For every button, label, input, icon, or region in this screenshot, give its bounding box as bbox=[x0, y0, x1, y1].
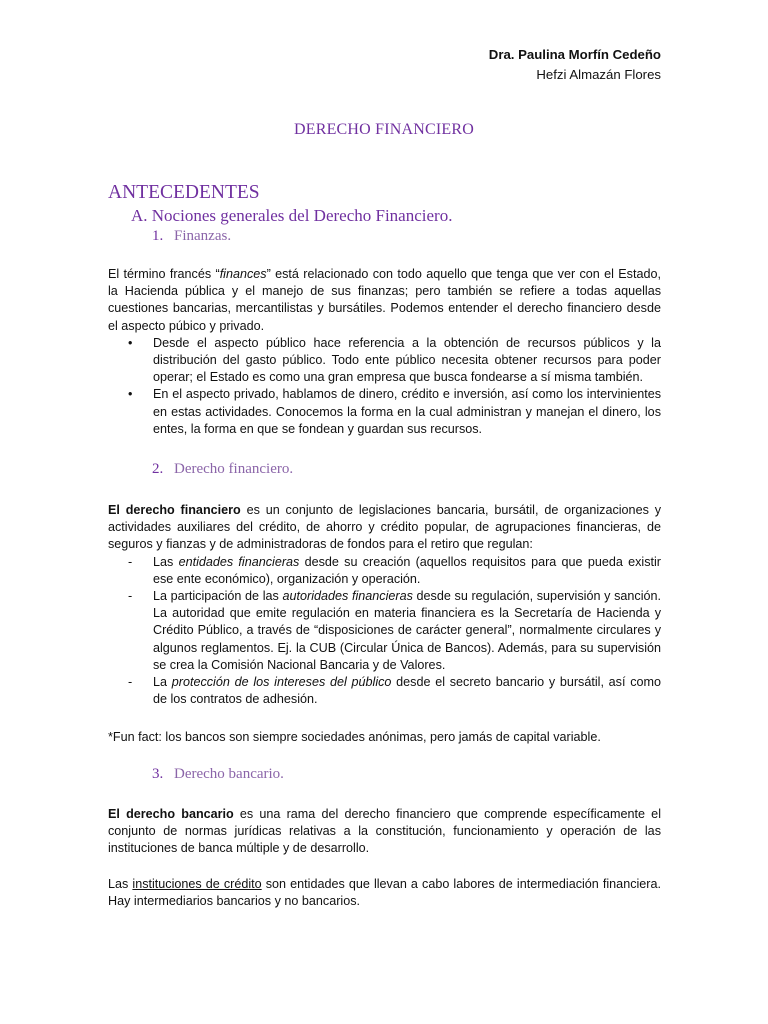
text-run: desde el secreto bancario y bursátil, así como de los contratos de adhesión. bbox=[153, 675, 661, 707]
instituciones-credito-paragraph bbox=[108, 876, 661, 910]
emphasis-text: finances bbox=[219, 267, 267, 281]
list-item bbox=[108, 554, 661, 588]
finanzas-section bbox=[108, 266, 661, 438]
text-run: La bbox=[153, 675, 172, 690]
heading-derecho-financiero bbox=[152, 461, 293, 478]
document-title: DERECHO FINANCIERO bbox=[293, 121, 475, 138]
heading-text: Derecho financiero. bbox=[174, 461, 294, 477]
text-run: Las bbox=[108, 877, 133, 891]
finanzas-paragraph bbox=[108, 266, 661, 335]
text-run: Las bbox=[153, 554, 179, 569]
section-heading-antecedentes: ANTECEDENTES bbox=[108, 182, 260, 203]
derecho-financiero-paragraph bbox=[108, 502, 661, 554]
list-item bbox=[108, 335, 661, 387]
emphasis-text: autoridades financieras bbox=[282, 589, 413, 604]
list-item bbox=[108, 674, 661, 708]
finanzas-bullet-list bbox=[108, 335, 661, 438]
subsection-heading-nociones: A. Nociones generales del Derecho Financiero. bbox=[131, 206, 453, 225]
list-item bbox=[108, 588, 661, 674]
author-secondary: Hefzi Almazán Flores bbox=[536, 67, 661, 82]
text-run: La participación de las bbox=[153, 589, 283, 604]
heading-finanzas bbox=[152, 228, 231, 245]
dash-marker: - bbox=[128, 554, 133, 569]
heading-text: Derecho bancario. bbox=[174, 766, 284, 782]
author-primary: Dra. Paulina Morfín Cedeño bbox=[488, 47, 661, 62]
emphasis-text: entidades financieras bbox=[178, 554, 300, 569]
list-item bbox=[108, 386, 661, 438]
text-run: son entidades que llevan a cabo labores de intermediación financiera. Hay intermediarios bancarios y no bancarios. bbox=[108, 877, 661, 909]
bullet-marker: • bbox=[128, 335, 133, 350]
list-item-text: En el aspecto privado, hablamos de dinero, crédito e inversión, así como los intervinientes en estas actividades. Conocemos la forma en la cual administran y manejan el dinero, los entes, la forma en que se fondean y guardan sus recursos. bbox=[153, 387, 661, 436]
heading-number: 2. bbox=[152, 461, 164, 477]
fun-fact-note: *Fun fact: los bancos son siempre sociedades anónimas, pero jamás de capital variable. bbox=[108, 730, 601, 744]
text-run: El término francés “ bbox=[108, 267, 220, 281]
text-run: es un conjunto de legislaciones bancaria, bursátil, de organizaciones y actividades auxiliares del crédito, de ahorro y crédito popular, de agrupaciones financieras, de seguros y fianzas y de administradoras de fondos para el retiro que regulan: bbox=[108, 503, 661, 552]
derecho-financiero-dash-list bbox=[108, 554, 661, 709]
derecho-bancario-paragraph bbox=[108, 806, 661, 858]
bold-term: El derecho bancario bbox=[108, 807, 234, 821]
bullet-marker: • bbox=[128, 387, 133, 402]
underlined-term: instituciones de crédito bbox=[132, 877, 262, 891]
text-run: desde su regulación, supervisión y sanción. La autoridad que emite regulación en materia financiera es la Secretaría de Hacienda y Crédito Público, a través de “disposiciones de carácter general”, normalmente circulares y algunos reglamentos. Ej. la CUB (Circular Única de Bancos). Además, para su supervisión se crea la Comisión Nacional Bancaria y de Valores. bbox=[153, 589, 661, 672]
text-run: es una rama del derecho financiero que comprende específicamente el conjunto de normas jurídicas relativas a la constitución, funcionamiento y operación de las instituciones de banca múltiple y de desarrollo. bbox=[108, 807, 661, 856]
dash-marker: - bbox=[128, 589, 133, 604]
heading-text: Finanzas. bbox=[174, 228, 232, 244]
emphasis-text: protección de los intereses del público bbox=[171, 675, 392, 690]
bold-term: El derecho financiero bbox=[108, 503, 241, 517]
heading-number: 3. bbox=[152, 766, 164, 782]
author-block bbox=[489, 45, 661, 85]
heading-derecho-bancario bbox=[152, 766, 284, 783]
derecho-financiero-section bbox=[108, 502, 661, 708]
heading-number: 1. bbox=[152, 228, 164, 244]
list-item-text: Desde el aspecto público hace referencia a la obtención de recursos públicos y la distribución del gasto público. Todo ente público necesita obtener recursos para poder operar; el Estado es como una gran empresa que busca fondearse a sí misma también. bbox=[153, 335, 661, 385]
text-run: desde su creación (aquellos requisitos para que pueda existir ese ente económico), organización y operación. bbox=[153, 554, 661, 586]
text-run: ” está relacionado con todo aquello que tenga que ver con el Estado, la Hacienda pública y el manejo de sus finanzas; pero también se refiere a todas aquellas cuestiones bancarias, mercantilistas y bursátiles. Podemos entender el derecho financiero desde el aspecto púbico y privado. bbox=[108, 267, 661, 333]
dash-marker: - bbox=[128, 675, 133, 690]
